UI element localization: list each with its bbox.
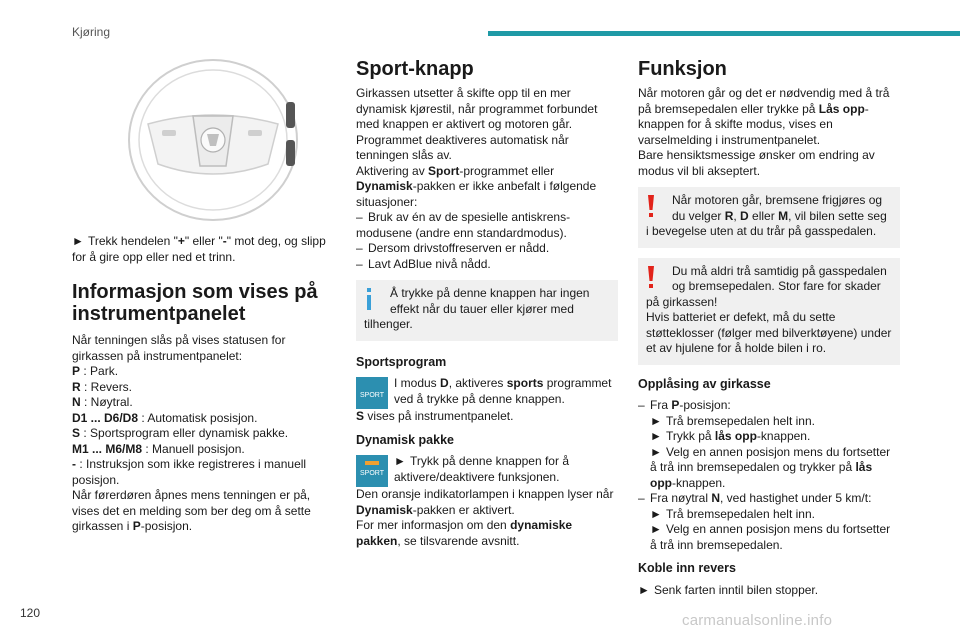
status-item: M1 ... M6/M8 : Manuell posisjon. — [72, 441, 245, 456]
sportsprogram-indicator: S vises på instrumentpanelet. — [356, 409, 514, 423]
dynamic-pack-more-info: For mer informasjon om den dynamiske pakken, se tilsvarende avsnitt. — [356, 518, 573, 548]
subheading-dynamic-pack: Dynamisk pakke — [356, 432, 454, 447]
status-list — [72, 364, 334, 488]
page-number: 120 — [20, 606, 41, 620]
section-heading-sport: Sport-knapp — [356, 58, 474, 80]
status-item: - : Instruksjon som ikke registreres i manuell posisjon. — [72, 457, 307, 487]
sport-activation: Aktivering av Sport-programmet eller Dynamisk-pakken er ikke anbefalt i følgende situasjoner: — [356, 163, 597, 209]
sport-intro: Girkassen utsetter å skifte opp til en mer dynamisk kjørestil, når programmet forbundet med knappen er aktivert og motoren går. Programmet deaktiveres automatisk når tenningen slås av. — [356, 86, 598, 162]
warning-icon — [646, 195, 656, 222]
sport-button-icon: SPORT — [356, 455, 388, 487]
list-item: – Bruk av én av de spesielle antiskrens-modusene (andre enn standardmodus). — [356, 210, 571, 240]
list-item: – Lavt AdBlue nivå nådd. — [356, 256, 491, 271]
status-item: N : Nøytral. — [72, 395, 133, 409]
status-item: S : Sportsprogram eller dynamisk pakke. — [72, 426, 289, 440]
function-intro: Når motoren går og det er nødvendig med å trå på bremsepedalen eller trykke på Lås opp-knappen for å skifte modus, vises en varselmelding i instrumentpanelet. — [638, 86, 890, 147]
arrow-bullet-icon: ► — [72, 234, 84, 248]
list-item: – Dersom drivstoffreserven er nådd. — [356, 241, 550, 255]
dynamic-pack-step: ► Trykk på denne knappen for å aktivere/deaktivere funksjonen. — [394, 454, 569, 484]
warning-note: Du må aldri trå samtidig på gasspedalen og bremsepedalen. Stor fare for skader på girkassen! Hvis batteriet er defekt, må du sette støtteklosser (følger med bilverktøyene) under et av hjulene for å holde bilen i ro. — [638, 258, 900, 365]
header-accent-bar — [488, 31, 960, 36]
shift-paddle-step: ► Trekk hendelen "+" eller "-" mot deg, og slipp for å gire opp eller ned et trinn. — [72, 234, 326, 264]
list-item: ► Velg en annen posisjon mens du fortsetter å trå inn bremsepedalen og trykker på lås opp-knappen. — [650, 444, 891, 490]
sportsprogram-block — [356, 376, 618, 425]
steering-wheel-illustration — [108, 54, 318, 224]
column-2 — [356, 50, 618, 549]
watermark: carmanualsonline.info — [682, 612, 833, 629]
list-item: ► Senk farten inntil bilen stopper. — [638, 582, 819, 597]
arrow-bullet-icon: ► — [650, 413, 662, 428]
instrument-intro: Når tenningen slås på vises statusen for girkassen på instrumentpanelet: — [72, 333, 286, 363]
subheading-unlock: Opplåsing av girkasse — [638, 376, 771, 391]
list-item: ► Trå bremsepedalen helt inn. — [650, 506, 815, 521]
warning-note: Når motoren går, bremsene frigjøres og du velger R, D eller M, vil bilen sette seg i bevegelse uten at du trår på gasspedalen. — [638, 187, 900, 248]
arrow-bullet-icon: ► — [394, 454, 406, 468]
arrow-bullet-icon: ► — [650, 506, 662, 521]
column-3 — [638, 50, 900, 598]
list-item: – Fra nøytral N, ved hastighet under 5 km/t: — [638, 491, 872, 505]
dynamic-pack-block — [356, 454, 618, 549]
warning-icon — [646, 266, 656, 293]
list-item: – Fra P-posisjon: — [638, 398, 731, 412]
column-1 — [72, 50, 334, 535]
list-item: ► Trå bremsepedalen helt inn. — [650, 413, 815, 428]
list-item: ► Trykk på lås opp-knappen. — [650, 429, 811, 443]
sport-button-icon: SPORT — [356, 377, 388, 409]
status-item: R : Revers. — [72, 379, 133, 394]
status-item: P : Park. — [72, 364, 119, 378]
dynamic-pack-lamp: Den oransje indikatorlampen i knappen lyser når Dynamisk-pakken er aktivert. — [356, 487, 614, 517]
section-heading-function: Funksjon — [638, 58, 727, 80]
section-heading-instrument: Informasjon som vises på instrumentpanelet — [72, 281, 318, 325]
arrow-bullet-icon: ► — [650, 522, 662, 536]
arrow-bullet-icon: ► — [650, 429, 662, 443]
status-item: D1 ... D6/D8 : Automatisk posisjon. — [72, 410, 258, 425]
info-note: Å trykke på denne knappen har ingen effekt når du tauer eller kjører med tilhenger. — [356, 280, 618, 341]
subheading-sportsprogram: Sportsprogram — [356, 354, 447, 369]
door-open-text: Når førerdøren åpnes mens tenningen er på, vises det en melding som ber deg om å sette girkassen i P-posisjon. — [72, 488, 311, 533]
list-item: ► Velg en annen posisjon mens du fortsetter å trå inn bremsepedalen. — [650, 522, 891, 552]
arrow-bullet-icon: ► — [638, 582, 650, 597]
function-intro-2: Bare hensiktsmessige ønsker om endring av modus vil bli akseptert. — [638, 148, 875, 178]
info-icon — [364, 288, 374, 315]
sportsprogram-text: I modus D, aktiveres sports programmet ved å trykke på denne knappen. — [394, 376, 612, 406]
header-section-title: Kjøring — [72, 25, 111, 39]
subheading-reverse: Koble inn revers — [638, 561, 736, 575]
arrow-bullet-icon: ► — [650, 444, 662, 459]
